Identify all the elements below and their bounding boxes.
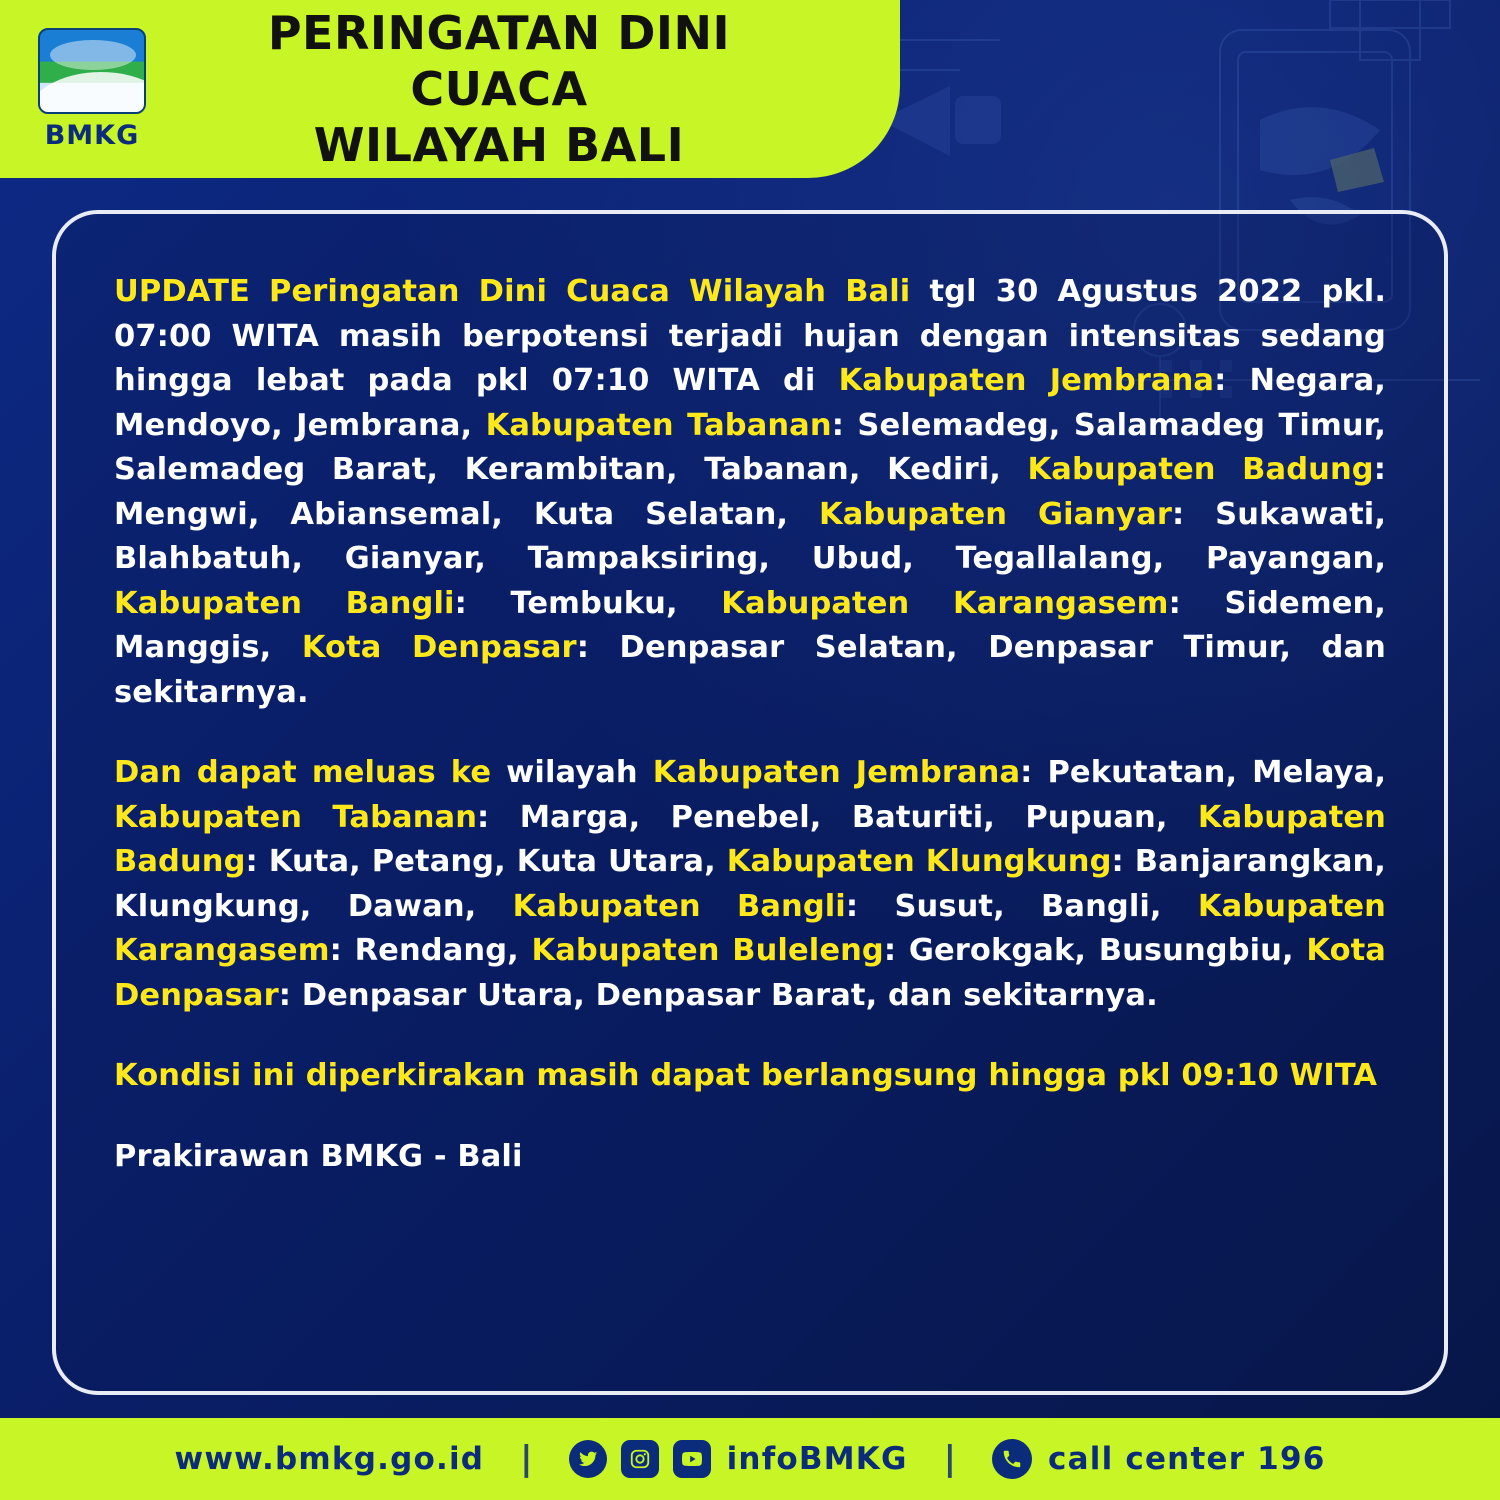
p1-seg1: UPDATE Peringatan Dini Cuaca Wilayah Bali [114, 274, 911, 309]
footer-call-center[interactable]: call center 196 [1048, 1441, 1326, 1477]
content-card-inner [56, 214, 1444, 1179]
bmkg-logo [8, 14, 176, 164]
paragraph-warning-primary [114, 270, 1386, 715]
p2-seg17: Kota Denpasar [114, 933, 1386, 1013]
footer-social-group [569, 1440, 908, 1478]
p1-seg2: tgl 30 Agustus 2022 pkl. 07:00 WITA masih berpotensi terjadi hujan dengan intensitas sedang hingga lebat pada pkl 07:10 WITA di [114, 274, 1387, 399]
p2-seg7: Kabupaten Badung [114, 799, 1386, 880]
footer-social-handle[interactable]: infoBMKG [726, 1441, 908, 1477]
p1-seg4: : Negara, Mendoyo, Jembrana, [114, 363, 1386, 443]
p2-seg16: : Gerokgak, Busungbiu, [883, 933, 1307, 969]
footer-separator-left: | [520, 1439, 533, 1479]
p2-seg13: Kabupaten Karangasem [114, 888, 1386, 969]
p2-seg18: : Denpasar Utara, Denpasar Barat, dan sekitarnya. [278, 977, 1158, 1013]
p1-seg5: Kabupaten Tabanan [485, 407, 832, 443]
header-banner [0, 0, 900, 178]
p1-seg15: Kota Denpasar [301, 630, 577, 666]
content-card [52, 210, 1448, 1395]
p2-seg9: Kabupaten Klungkung [726, 844, 1112, 880]
p1-seg12: : Tembuku, [454, 585, 722, 621]
bmkg-logo-label: BMKG [44, 119, 140, 151]
p2-seg15: Kabupaten Buleleng [531, 933, 884, 969]
p1-seg16: : Denpasar Selatan, Denpasar Timur, dan sekitarnya. [114, 630, 1386, 710]
p2-seg11: Kabupaten Bangli [512, 888, 846, 924]
p1-seg11: Kabupaten Bangli [114, 585, 455, 621]
p2-seg2: wilayah [491, 755, 653, 791]
p1-seg3: Kabupaten Jembrana [838, 363, 1215, 399]
p1-seg8: : Mengwi, Abiansemal, Kuta Selatan, [114, 452, 1387, 532]
social-icons [569, 1440, 711, 1478]
footer-call-group [992, 1439, 1325, 1479]
p2-seg3: Kabupaten Jembrana [652, 755, 1021, 791]
phone-icon [992, 1439, 1032, 1479]
p2-seg8: : Kuta, Petang, Kuta Utara, [245, 844, 727, 880]
p2-seg10: : Banjarangkan, Klungkung, Dawan, [114, 844, 1386, 924]
page-title-line2: WILAYAH BALI [313, 118, 685, 173]
twitter-icon[interactable] [569, 1440, 607, 1478]
p2-seg5: Kabupaten Tabanan [114, 799, 478, 835]
p1-seg10: : Sukawati, Blahbatuh, Gianyar, Tampaksiring, Ubud, Tegallalang, Payangan, [114, 496, 1387, 577]
p1-seg13: Kabupaten Karangasem [721, 585, 1169, 621]
paragraph-signature: Prakirawan BMKG - Bali [114, 1138, 523, 1174]
p1-seg14: : Sidemen, Manggis, [114, 585, 1386, 666]
instagram-icon[interactable] [621, 1440, 659, 1478]
p2-seg4: : Pekutatan, Melaya, [1020, 755, 1387, 791]
bmkg-logo-icon [38, 28, 146, 114]
page-title [176, 5, 900, 173]
page-title-line1: PERINGATAN DINI CUACA [267, 5, 731, 116]
footer-bar [0, 1418, 1500, 1500]
p1-seg6: : Selemadeg, Salamadeg Timur, Salemadeg Barat, Kerambitan, Tabanan, Kediri, [114, 407, 1386, 488]
paragraph-warning-expansion [114, 751, 1386, 1018]
p2-seg1: Dan dapat meluas ke [114, 755, 492, 791]
paragraph-duration-note: Kondisi ini diperkirakan masih dapat berlangsung hingga pkl 09:10 WITA [114, 1058, 1378, 1094]
p1-seg7: Kabupaten Badung [1027, 452, 1374, 488]
p2-seg14: : Rendang, [329, 933, 532, 969]
p1-seg9: Kabupaten Gianyar [819, 496, 1172, 532]
footer-separator-right: | [943, 1439, 957, 1479]
p2-seg6: : Marga, Penebel, Baturiti, Pupuan, [477, 799, 1198, 835]
p2-seg12: : Susut, Bangli, [845, 888, 1198, 924]
footer-website[interactable]: www.bmkg.go.id [174, 1441, 485, 1477]
youtube-icon[interactable] [673, 1440, 711, 1478]
